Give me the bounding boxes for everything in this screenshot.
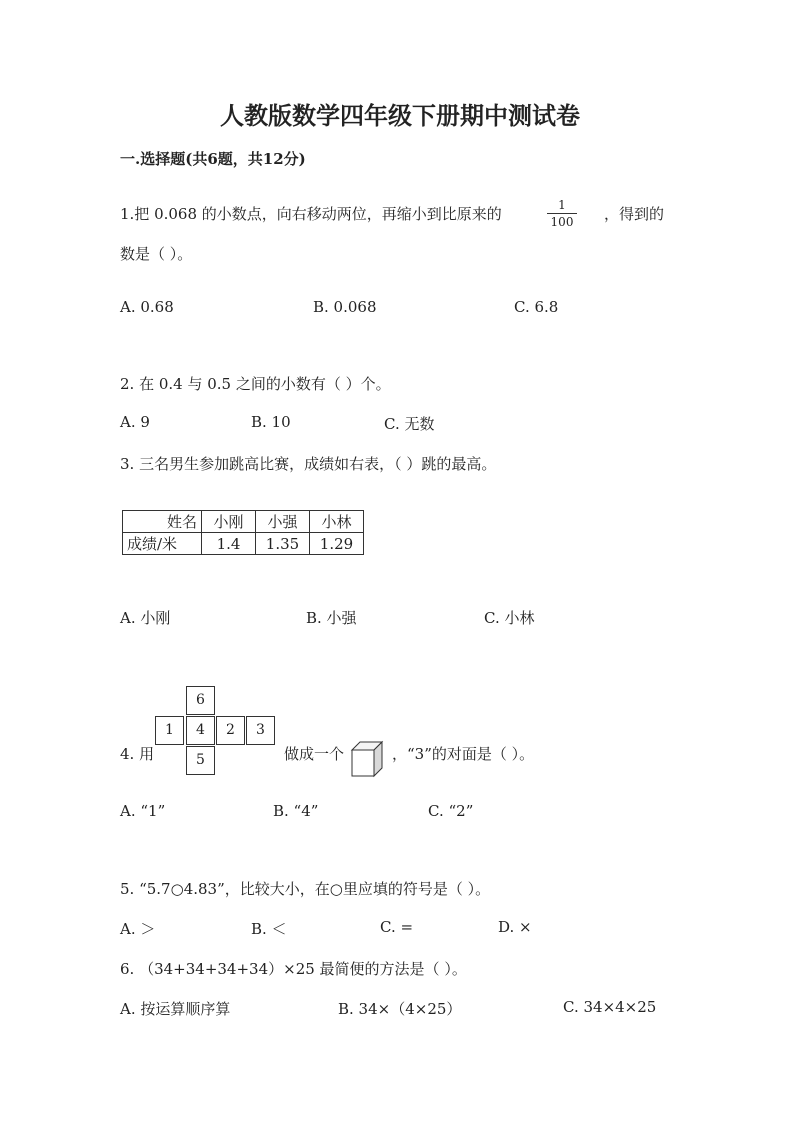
table-cell: 小强 [256, 511, 310, 533]
question-4-text: 4. 用 [120, 745, 155, 763]
question-6-text: 6. （34+34+34+34）×25 最简便的方法是（ ）。 [120, 960, 467, 978]
fraction-denominator: 100 [550, 215, 574, 229]
option-c: C. “2” [428, 802, 474, 820]
option-c: C. = [380, 918, 414, 936]
fraction-one-hundredth [547, 198, 577, 229]
table-cell: 姓名 [123, 511, 202, 533]
net-face: 1 [155, 716, 184, 745]
option-b: B. 0.068 [313, 298, 377, 316]
table-cell: 小林 [310, 511, 364, 533]
question-2-text: 2. 在 0.4 与 0.5 之间的小数有（ ）个。 [120, 375, 391, 393]
question-1-text: 1.把 0.068 的小数点，向右移动两位，再缩小到比原来的 [120, 205, 502, 223]
table-row [123, 533, 364, 555]
table-cell: 1.4 [202, 533, 256, 555]
option-d: D. × [498, 918, 532, 936]
page-title: 人教版数学四年级下册期中测试卷 [220, 101, 580, 130]
table-cell: 1.29 [310, 533, 364, 555]
table-row [123, 511, 364, 533]
net-face: 2 [216, 716, 245, 745]
net-face: 6 [186, 686, 215, 715]
option-a: A. ＞ [120, 920, 156, 938]
option-a: A. “1” [120, 802, 166, 820]
question-3-text: 3. 三名男生参加跳高比赛，成绩如右表，（ ）跳的最高。 [120, 455, 497, 473]
option-c: C. 小林 [484, 609, 535, 627]
question-5-text: 5. “5.7○4.83”，比较大小，在○里应填的符号是（ ）。 [120, 880, 491, 898]
option-c: C. 6.8 [514, 298, 559, 316]
option-c: C. 无数 [384, 415, 435, 433]
score-table [122, 510, 364, 555]
net-face: 4 [186, 716, 215, 745]
option-c: C. 34×4×25 [563, 998, 657, 1016]
section-heading: 一.选择题(共6题，共12分) [120, 150, 306, 168]
option-b: B. “4” [273, 802, 319, 820]
option-a: A. 9 [120, 413, 150, 431]
option-b: B. 34×（4×25） [338, 1000, 462, 1018]
option-a: A. 小刚 [120, 609, 171, 627]
option-b: B. ＜ [251, 920, 287, 938]
question-4-text-end: ，“3”的对面是（ ）。 [392, 745, 535, 763]
fraction-numerator: 1 [558, 198, 566, 212]
option-a: A. 0.68 [120, 298, 174, 316]
option-b: B. 小强 [306, 609, 357, 627]
table-cell: 1.35 [256, 533, 310, 555]
option-a: A. 按运算顺序算 [120, 1000, 231, 1018]
question-4-text-mid: 做成一个 [284, 745, 345, 763]
net-face: 3 [246, 716, 275, 745]
table-cell: 成绩/米 [123, 533, 202, 555]
question-1-text-end: 数是（ ）。 [120, 245, 193, 263]
option-b: B. 10 [251, 413, 291, 431]
cube-icon [350, 740, 384, 778]
table-cell: 小刚 [202, 511, 256, 533]
net-face: 5 [186, 746, 215, 775]
fraction-bar [547, 213, 577, 214]
question-1-text-cont: ，得到的 [604, 205, 665, 223]
